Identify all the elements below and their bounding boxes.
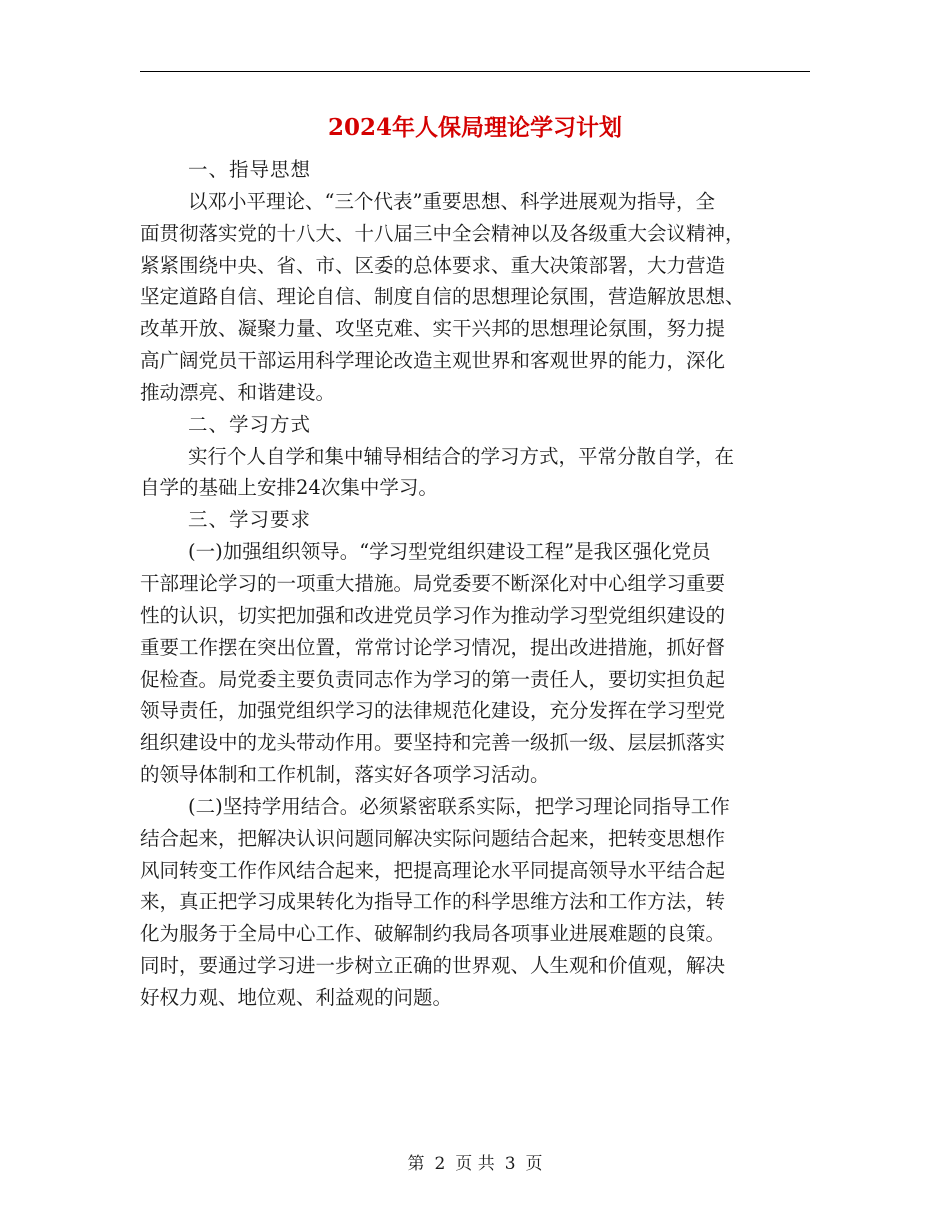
footer-suffix: 页 (525, 1154, 543, 1174)
paragraph-line: 结合起来，把解决认识问题同解决实际问题结合起来，把转变思想作 (140, 826, 726, 850)
paragraph-line: 同时，要通过学习进一步树立正确的世界观、人生观和价值观，解决 (140, 954, 726, 978)
paragraph-line: 干部理论学习的一项重大措施。局党委要不断深化对中心组学习重要 (140, 571, 726, 595)
paragraph-line: 高广阔党员干部运用科学理论改造主观世界和客观世界的能力，深化 (140, 349, 726, 373)
section-heading-guiding-thought: 一、指导思想 (188, 158, 312, 181)
paragraph-line: (二)坚持学用结合。必须紧密联系实际，把学习理论同指导工作 (188, 794, 730, 818)
paragraph-line: 坚定道路自信、理论自信、制度自信的思想理论氛围，营造解放思想、 (140, 285, 745, 309)
paragraph-line: 改革开放、凝聚力量、攻坚克难、实干兴邦的思想理论氛围，努力提 (140, 317, 726, 341)
paragraph-line: 好权力观、地位观、利益观的问题。 (140, 985, 453, 1009)
footer-total-pages: 3 (504, 1154, 516, 1174)
paragraph-line: 重要工作摆在突出位置，常常讨论学习情况，提出改进措施，抓好督 (140, 635, 726, 659)
document-title: 2024年人保局理论学习计划 (327, 114, 622, 141)
paragraph-line: 化为服务于全局中心工作、破解制约我局各项事业进展难题的良策。 (140, 922, 726, 946)
paragraph-line: 紧紧围绕中央、省、市、区委的总体要求、重大决策部署，大力营造 (140, 253, 726, 277)
page-footer (0, 1152, 950, 1176)
paragraph-line: (一)加强组织领导。“学习型党组织建设工程”是我区强化党员 (188, 540, 711, 564)
paragraph-line: 风同转变工作作风结合起来，把提高理论水平同提高领导水平结合起 (140, 858, 726, 882)
paragraph-line: 自学的基础上安排24次集中学习。 (140, 476, 438, 500)
footer-page-number: 2 (434, 1154, 446, 1174)
paragraph-line: 面贯彻落实党的十八大、十八届三中全会精神以及各级重大会议精神， (140, 221, 745, 245)
footer-middle: 页 共 (455, 1154, 495, 1174)
paragraph-line: 推动漂亮、和谐建设。 (140, 380, 336, 404)
paragraph-line: 性的认识，切实把加强和改进党员学习作为推动学习型党组织建设的 (140, 603, 726, 627)
paragraph-line: 组织建设中的龙头带动作用。要坚持和完善一级抓一级、层层抓落实 (140, 731, 726, 755)
header-rule (140, 71, 810, 72)
document-body (140, 154, 800, 1014)
paragraph-line: 的领导体制和工作机制，落实好各项学习活动。 (140, 763, 550, 787)
paragraph-line: 来，真正把学习成果转化为指导工作的科学思维方法和工作方法，转 (140, 890, 726, 914)
section-heading-study-method: 二、学习方式 (188, 412, 312, 436)
footer-prefix: 第 (407, 1154, 425, 1174)
paragraph-line: 促检查。局党委主要负责同志作为学习的第一责任人，要切实担负起 (140, 667, 726, 691)
paragraph-line: 实行个人自学和集中辅导相结合的学习方式，平常分散自学，在 (188, 444, 735, 468)
paragraph-line: 以邓小平理论、“三个代表”重要思想、科学进展观为指导，全 (188, 189, 715, 213)
paragraph-line: 领导责任，加强党组织学习的法律规范化建设，充分发挥在学习型党 (140, 699, 726, 723)
section-heading-study-requirements: 三、学习要求 (188, 508, 312, 532)
